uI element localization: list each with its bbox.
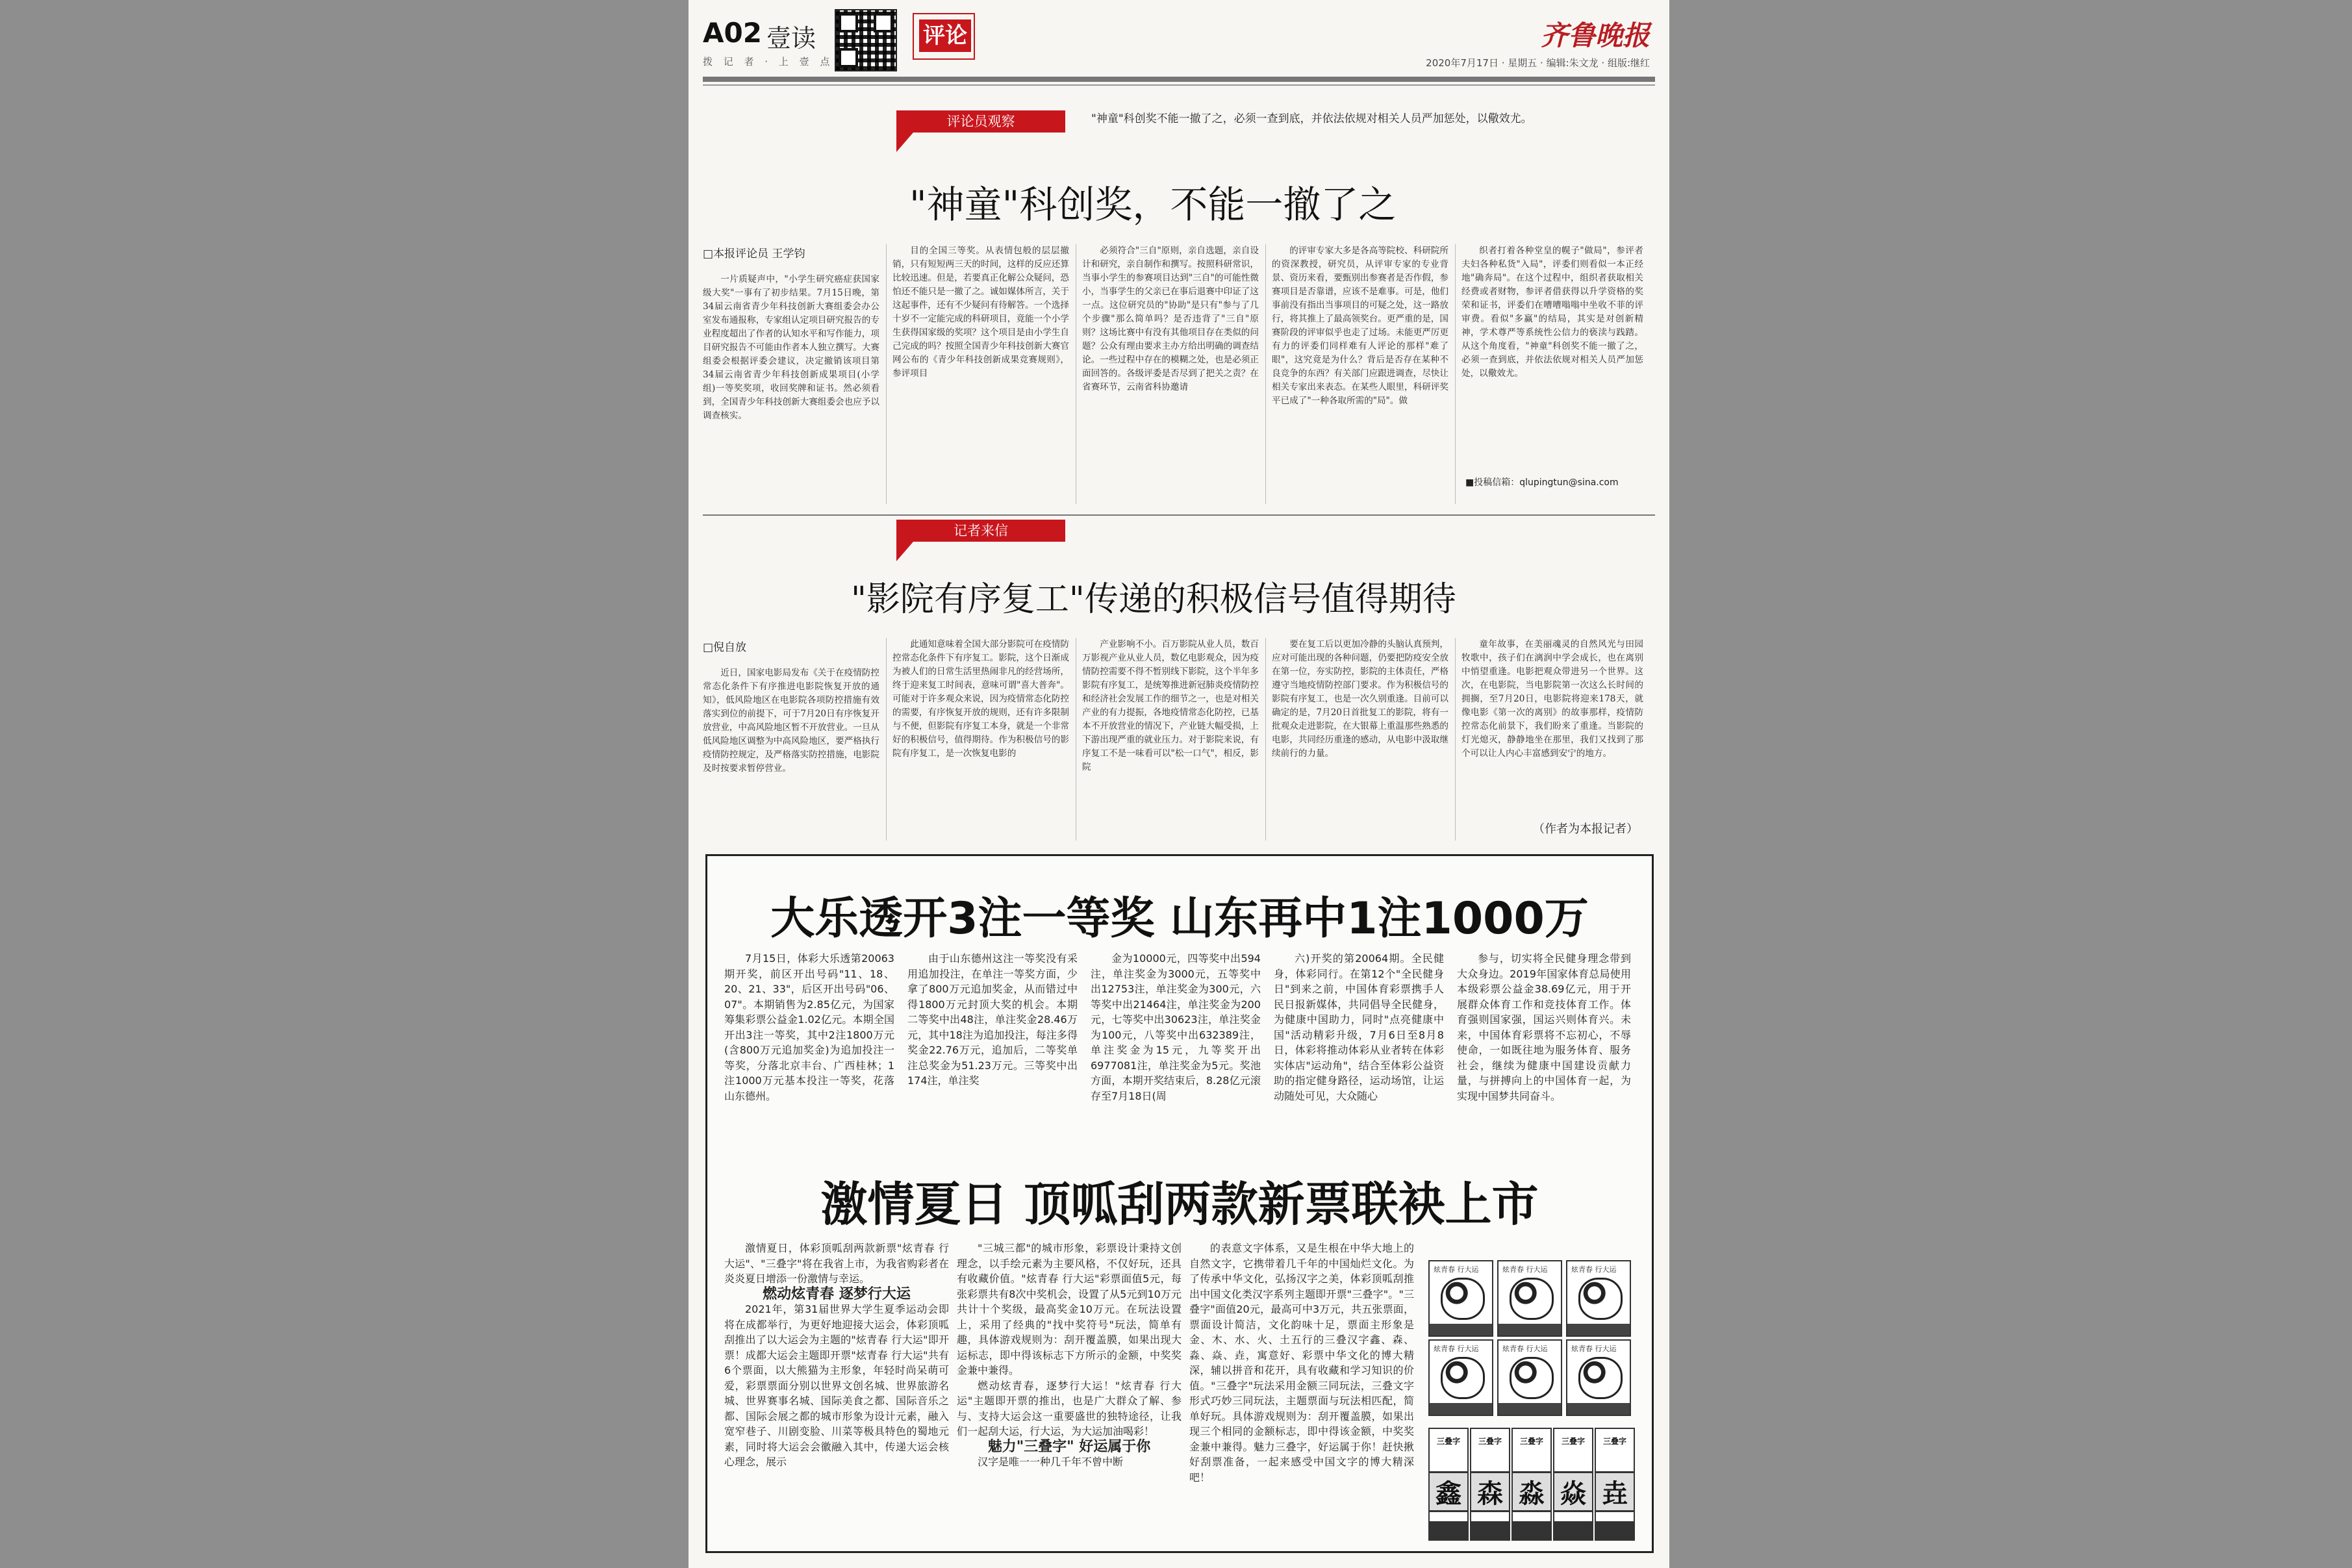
article2-column-1: 近日，国家电影局发布《关于在疫情防控常态化条件下有序推进电影院恢复开放的通知》，低风险地区在电影院各项防控措施有效落实到位的前提下，可于7月20日有序恢复开放营业，中高风险地区暂不开放营业。一旦从低风险地区调整为中高风险地区，要严格执行疫情防控规定，及严格落实防控措施，电影院及时按要求暂停营业。 — [703, 668, 879, 774]
ad2-column-3: 的表意文字体系，又是生根在中华大地上的自然文字，它携带着几千年的中国灿烂文化。为了传承中华文化，弘扬汉字之美，体彩顶呱刮推出中国文化类汉字系列主题即开票"三叠字"。"三叠字"面值20元，最高可中3万元，共五张票面，票面设计简洁，文化韵味十足，票面主形象是金、木、水、火、土五行的三叠汉字鑫、森、淼、焱、垚，寓意好、彩票中华文化的博大精深，辅以拼音和花开，具有收藏和学习知识的价值。"三叠字"玩法采用金额三同玩法，三叠文字形式巧妙三同玩法，主题票面与玩法相匹配，简单好玩。具体游戏规则为：刮开覆盖膜，如果出现三个相同的金额标志，即中得该金额，中奖奖金兼中兼得。魅力三叠字，好运属于你！赶快揪好刮票准备，一起来感受中国文字的博大精深吧！ — [1189, 1242, 1414, 1484]
issue-meta: 2020年7月17日 · 星期五 · 编辑:朱文龙 · 组版:继红 — [1426, 57, 1650, 69]
article1-tag: 评论员观察 — [896, 110, 1065, 133]
column-rule — [886, 244, 887, 504]
article2-column-3: 产业影响不小。百万影院从业人员，数百万影视产业从业人员，数亿电影观众，因为疫情防控需要不得不暂别线下影院，这个半年多影院有序复工，是统筹推进新冠肺炎疫情防控和经济社会发展工作的细节之一，也是对相关产业的有力提振，各地疫情常态化防控，已基本不开放营业的情况下，产业链大幅受损，上下游出现严重的就业压力。对于影院来说，有序复工不是一味看可以"松一口气"，相反，影院 — [1082, 639, 1259, 772]
ad2-column-1: 激情夏日，体彩顶呱刮两款新票"炫青春 行大运"、"三叠字"将在我省上市，为我省购彩者在炎炎夏日增添一份激情与幸运。 燃动炫青春 逐梦行大运 2021年，第31届世界大学生夏季运动会即将在成都举行，为更好地迎接大运会，体彩顶呱刮推出了以大运会为主题的"炫青春 行大运"即开票！成都大运会主题即开票"炫青春 行大运"共有6个票面，以大熊猫为主形象，年轻时尚呆萌可爱，彩票票面分别以世界文创名城、世界旅游名城、世界赛事名城、国际美食之都、国际音乐之都、国际会展之都的城市形象为设计元素，融入宽窄巷子、川剧变脸、川菜等极具特色的蜀地元素，同时将大运会会徽融入其中，传递大运会核心理念，展示 — [724, 1242, 949, 1468]
column-rule — [886, 638, 887, 841]
column-rule — [1455, 638, 1456, 841]
article2-column-4: 要在复工后以更加冷静的头脑认真预判，应对可能出现的各种问题，仍要把防疫安全放在第一位，夯实防控，影院的主体责任，严格遵守当地疫情防控部门要求。作为积极信号的影院有序复工，也是一次久别重逢。目前可以确定的是，7月20日首批复工的影院，将有一批观众走进影院，在大银幕上重温那些熟悉的电影，共同经历重逢的感动，从电影中汲取继续前行的力量。 — [1272, 639, 1448, 759]
section-name: 壹读 — [766, 24, 816, 53]
submission-email[interactable]: ■投稿信箱：qlupingtun@sina.com — [1465, 477, 1619, 488]
article1-column-4: 的评审专家大多是各高等院校、科研院所的资深教授，研究员，从评审专家的专业背景、资历来看，要甄别出参赛者是否作假，参赛项目是否靠谱，应该不是难事。可是，他们事前没有指出当事项目的可疑之处，这一路放行，将其推上了最高领奖台。更严重的是，国赛阶段的评审似乎也走了过场。未能更严厉更有力的评委们同样难有人评论的那样"难了眼"，这究竟是为什么？背后是否存在某种不良竞争的东西？有关部门应跟进调查，尽快让相关专家出来表态。在某些人眼里，科研评奖平已成了"一种各取所需的"局"。做 — [1272, 246, 1448, 406]
article1-byline: □本报评论员 王学钧 — [703, 247, 805, 260]
article-separator — [703, 514, 1655, 516]
page-number: A02 — [703, 17, 762, 49]
section-subtitle: 拨 记 者 · 上 壹 点 — [703, 56, 834, 68]
article1-column-2: 目的全国三等奖。从表情包般的层层撤销，只有短短两三天的时间，这样的反应还算比较迅速。但是，若要真正化解公众疑问，恐怕还不能只是一撤了之。诚如媒体所言，关于这起事件，还有不少疑问有待解答。一个选择十岁不一定能完成的科研项目，竟能一个小学生获得国家级的奖项？这个项目是由小学生自己完成的吗？按照全国青少年科技创新大赛官网公布的《青少年科技创新成果竞赛规则》，参评项目 — [892, 246, 1069, 379]
character-ticket-image: 三叠字 森 — [1470, 1428, 1510, 1541]
ad1-column-1: 7月15日，体彩大乐透第20063期开奖，前区开出号码"11、18、20、21、33"，后区开出号码"06、07"。本期销售为2.85亿元，为国家筹集彩票公益金1.02亿元。本期全国开出3注一等奖，其中2注1800万元(含800万元追加奖金)为追加投注一等奖，分落北京丰台、广西桂林；1注1000万元基本投注一等奖，花落山东德州。 — [724, 952, 894, 1102]
article1-tag-tail — [896, 133, 913, 152]
article1-column-5: 织者打着各种堂皇的幌子"做局"，参评者夫妇各种私货"入局"，评委们则看似一本正经地"确奔局"。在这个过程中，组织者获取相关经费或者财物，参评者借获得以升学资格的奖荣和证书，评委们在嘈嘈嗡嗡中坐收不菲的评审费。看似"多赢"的结局，其实是对创新精神，学术尊严等系统性公信力的亵渎与践踏。从这个角度看，"神童"科创奖不能一撤了之，必须一查到底，并依法依规对相关人员严加惩处，以儆效尤。 — [1461, 246, 1643, 379]
panda-ticket-image: 炫青春 行大运 — [1428, 1339, 1493, 1416]
ad1-column-4: 六)开奖的第20064期。全民健身，体彩同行。在第12个"全民健身日"到来之前，中国体育彩票携手人民日报新媒体，共同倡导全民健身，为健康中国助力，同时"点亮健康中国"活动精彩升级，7月6日至8月8日，体彩将推动体彩从业者转在体彩实体店"运动角"，结合至体彩公益资助的指定健身路径，运动场馆，让运动随处可见，大众随心 — [1274, 952, 1444, 1102]
ad2-column-2: "三城三都"的城市形象，彩票设计秉持文创理念，以手绘元素为主要风格，不仅好玩，还具有收藏价值。"炫青春 行大运"彩票面值5元，每张彩票共有8次中奖机会，设置了从5元到10万元共计十个奖级，最高奖金10万元。在玩法设置上，采用了经典的"找中奖符号"玩法，简单有趣，具体游戏规则为：刮开覆盖膜，如果出现大运标志，即中得该标志下方所示的金额，中奖奖金兼中兼得。 燃动炫青春，逐梦行大运！"炫青春 行大运"主题即开票的推出，也是广大群众了解、参与、支持大运会这一重要盛世的独特途径，让我们一起刮大运，行大运，为大运加油喝彩！ 魅力"三叠字" 好运属于你 汉字是唯一一种几千年不曾中断 — [957, 1242, 1182, 1468]
article2-tag: 记者来信 — [896, 520, 1065, 542]
panda-ticket-image: 炫青春 行大运 — [1497, 1260, 1562, 1337]
column-rule — [1455, 244, 1456, 504]
ad1-column-3: 金为10000元，四等奖中出594注，单注奖金为3000元，五等奖中出12753注，单注奖金为300元，六等奖中出21464注，单注奖金为200元，七等奖中出30623注，单注奖金为100元，八等奖中出632389注，单注奖金为15元，九等奖开出6977081注，单注奖金为5元。奖池方面，本期开奖结束后，8.28亿元滚存至7月18日(周 — [1091, 952, 1261, 1102]
article1-pull-quote: "神童"科创奖不能一撤了之，必须一查到底，并依法依规对相关人员严加惩处，以儆效尤。 — [1091, 112, 1532, 125]
header-rule-thin — [703, 84, 1655, 86]
ad2-title: 激情夏日 顶呱刮两款新票联袂上市 — [820, 1177, 1539, 1232]
column-rule — [1265, 638, 1266, 841]
panda-ticket-image: 炫青春 行大运 — [1566, 1339, 1631, 1416]
ad1-column-2: 由于山东德州这注一等奖没有采用追加投注，在单注一等奖方面，少拿了800万元追加奖金，从而错过中得1800万元封顶大奖的机会。本期二等奖中出48注，单注奖金28.46万元，其中18注为追加投注，每注多得奖金22.76万元，追加后，二等奖单注总奖金为51.23万元。三等奖中出174注，单注奖 — [907, 952, 1078, 1087]
panda-ticket-image: 炫青春 行大运 — [1428, 1260, 1493, 1337]
lottery-advertisement — [705, 854, 1654, 1553]
article1-column-1: 一片质疑声中，"小学生研究癌症获国家级大奖"一事有了初步结果。7月15日晚，第34届云南省青少年科技创新大赛组委会办公室发布通报称，专家组认定项目研究报告的专业程度超出了作者的认知水平和写作能力，项目研究报告不可能由作者本人独立撰写。大赛组委会根据评委会建议，决定撤销该项目第34届云南省青少年科技创新成果项目(小学组)一等奖奖项，收回奖牌和证书。然必须看到，全国青少年科技创新大赛组委会也应予以调查核实。 — [703, 274, 879, 421]
article2-byline: □倪自放 — [703, 641, 747, 654]
panda-ticket-image: 炫青春 行大运 — [1566, 1260, 1631, 1337]
article2-column-5: 童年故事，在美丽魂灵的自然风光与田园牧歌中，孩子们在漓润中学会成长，也在离别中悄望重逢。电影把观众带进另一个世界。这次，在电影院，当电影院第一次这么长时间的拥搁，至7月20日，电影院将迎来178天，就像电影《第一次的离别》的故事那样，疫情防控常态化前景下，我们盼来了重逢。当影院的灯光熄灭，静静地坐在那里，我们又找到了那个可以让人内心丰富感到安宁的地方。 — [1461, 639, 1643, 759]
article1-column-3: 必须符合"三自"原则，亲自选题，亲自设计和研究，亲自制作和撰写。按照科研常识，当事小学生的参赛项目达到"三自"的可能性微小，当事学生的父亲已在事后退赛中印证了这一点。这位研究员的"协助"是只有"参与了几个步骤"那么简单吗？是否违背了"三自"原则？这场比赛中有没有其他项目存在类似的问题？公众有理由要求主办方给出明确的调查结论。一些过程中存在的模糊之处，也是必须正面回答的。各级评委是否尽到了把关之责？在省赛环节，云南省科协邀请 — [1082, 246, 1259, 392]
ad2-subheading-2: 魅力"三叠字" 好运属于你 — [987, 1438, 1151, 1455]
character-ticket-image: 三叠字 垚 — [1595, 1428, 1635, 1541]
section-tag: 评论 — [919, 19, 971, 52]
column-rule — [1265, 244, 1266, 504]
panda-ticket-image: 炫青春 行大运 — [1497, 1339, 1562, 1416]
qr-code-icon[interactable] — [835, 9, 897, 71]
article2-column-2: 此通知意味着全国大部分影院可在疫情防控常态化条件下有序复工。影院，这个日渐成为被人们的日常生活里热闹非凡的经营场所，终于迎来复工时间表，意味可谓"喜大普奔"。可能对于许多观众来说，因为疫情常态化防控的需要，有序恢复开放的规则，还有许多限制与不便，但影院有序复工本身，就是一个非常好的积极信号，值得期待。作为积极信号的影院有序复工，是一次恢复电影的 — [892, 639, 1069, 759]
character-ticket-image: 三叠字 焱 — [1553, 1428, 1593, 1541]
article1-title: "神童"科创奖，不能一撤了之 — [909, 183, 1397, 227]
character-ticket-image: 三叠字 淼 — [1511, 1428, 1552, 1541]
character-ticket-image: 三叠字 鑫 — [1428, 1428, 1469, 1541]
ad1-column-5: 参与，切实将全民健身理念带到大众身边。2019年国家体育总局使用本级彩票公益金38.69亿元，用于开展群众体育工作和竞技体育工作。体育强则国家强，国运兴则体育兴。未来，中国体育彩票将不忘初心，不辱使命，一如既往地为服务体育、服务社会，继续为健康中国建设贡献力量，与拼搏向上的中国体育一起，为实现中国梦共同奋斗。 — [1457, 952, 1631, 1102]
newspaper-page — [689, 0, 1669, 1568]
article2-tag-tail — [896, 542, 913, 561]
newspaper-logo: 齐鲁晚报 — [1540, 19, 1650, 51]
article2-title: "影院有序复工"传递的积极信号值得期待 — [851, 580, 1456, 619]
article2-author-note: （作者为本报记者） — [1533, 822, 1638, 836]
ad2-subheading-1: 燃动炫青春 逐梦行大运 — [763, 1285, 911, 1302]
header-rule — [703, 77, 1655, 82]
ad1-title: 大乐透开3注一等奖 山东再中1注1000万 — [770, 893, 1589, 944]
